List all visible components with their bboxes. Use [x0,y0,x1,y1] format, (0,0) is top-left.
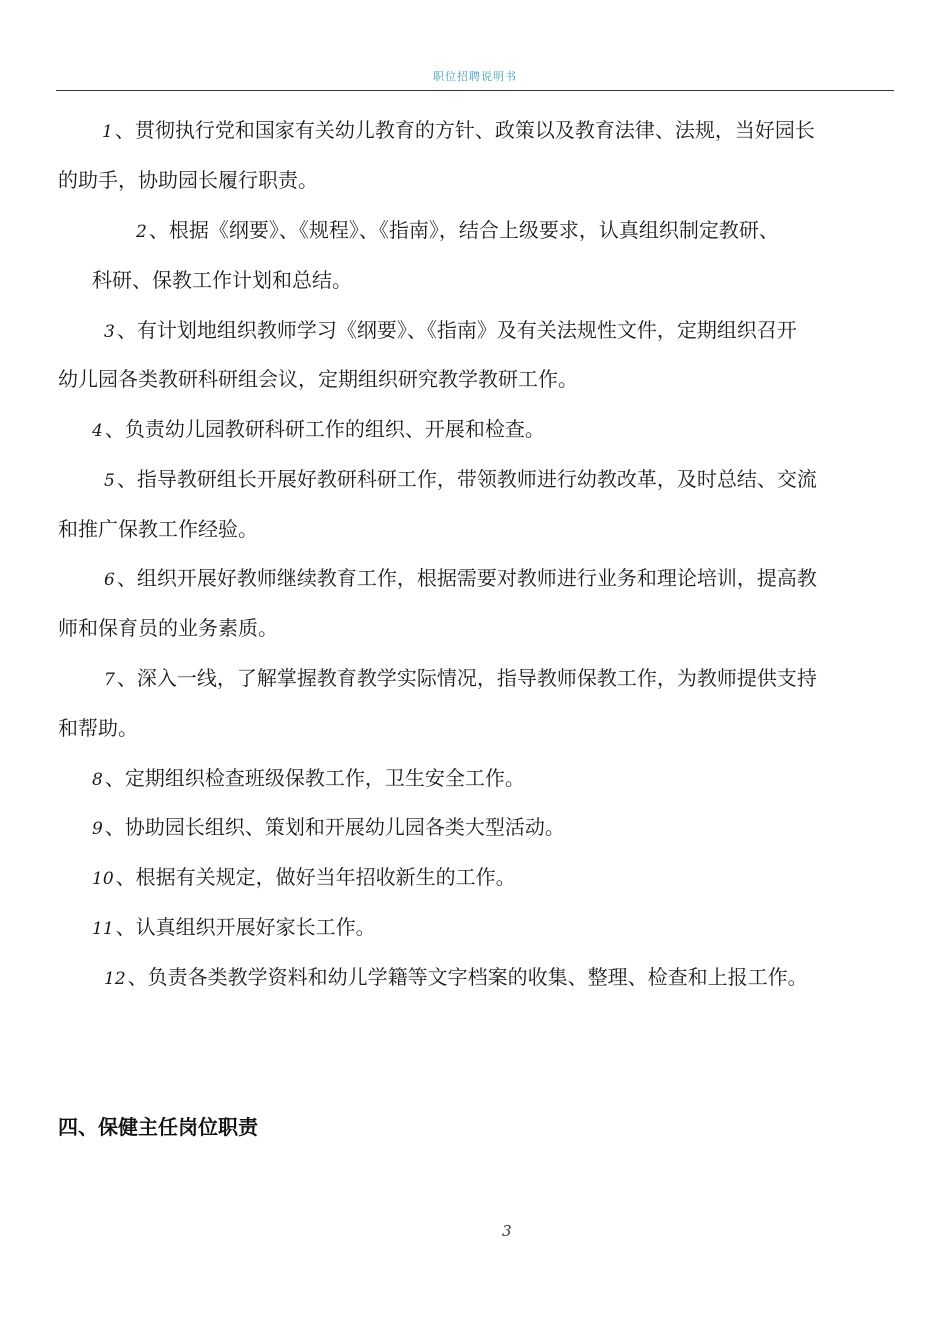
list-item-number: 8 [92,770,103,790]
list-item-text: 、负责幼儿园教研科研工作的组织、开展和检查。 [104,417,545,441]
list-item-6-line-1 [104,566,817,592]
list-item-number: 3 [104,322,115,342]
list-item-1-line-2: 的助手，协助园长履行职责。 [58,168,318,192]
list-item-8-line-1 [92,766,525,792]
list-item-12-line-1 [104,965,808,991]
list-item-number: 1 [102,122,113,142]
list-item-text: 、组织开展好教师继续教育工作，根据需要对教师进行业务和理论培训，提高教 [116,566,817,590]
list-item-text: 、认真组织开展好家长工作。 [115,915,376,939]
list-item-text: 、根据《纲要》、《规程》、《指南》，结合上级要求，认真组织制定教研、 [148,218,779,242]
list-item-3-line-2: 幼儿园各类教研科研组会议，定期组织研究教学教研工作。 [58,367,578,391]
list-item-6-line-2: 师和保育员的业务素质。 [58,616,278,640]
page-number: 3 [502,1222,512,1240]
list-item-text: 、深入一线，了解掌握教育教学实际情况，指导教师保教工作，为教师提供支持 [116,666,817,690]
list-item-number: 11 [92,919,114,939]
list-item-text: 、有计划地组织教师学习《纲要》、《指南》及有关法规性文件，定期组织召开 [116,318,797,342]
list-item-11-line-1 [92,915,376,941]
list-item-text: 、协助园长组织、策划和开展幼儿园各类大型活动。 [104,815,565,839]
list-item-number: 4 [92,421,103,441]
list-item-7-line-2: 和帮助。 [58,716,138,740]
header-divider [56,90,894,91]
section-heading: 四、保健主任岗位职责 [58,1115,258,1139]
list-item-1-line-1 [102,118,815,144]
list-item-2-line-2: 科研、保教工作计划和总结。 [92,268,352,292]
list-item-text: 、根据有关规定，做好当年招收新生的工作。 [115,865,516,889]
list-item-9-line-1 [92,815,565,841]
list-item-text: 、负责各类教学资料和幼儿学籍等文字档案的收集、整理、检查和上报工作。 [127,965,808,989]
list-item-5-line-1 [104,467,817,493]
list-item-text: 、指导教研组长开展好教研科研工作，带领教师进行幼教改革，及时总结、交流 [116,467,817,491]
list-item-number: 5 [104,471,115,491]
list-item-5-line-2: 和推广保教工作经验。 [58,517,258,541]
list-item-2-line-1 [136,218,779,244]
list-item-number: 7 [104,670,115,690]
list-item-3-line-1 [104,318,797,344]
list-item-7-line-1 [104,666,817,692]
list-item-4-line-1 [92,417,545,443]
list-item-10-line-1 [92,865,516,891]
list-item-text: 、贯彻执行党和国家有关幼儿教育的方针、政策以及教育法律、法规，当好园长 [114,118,815,142]
list-item-number: 2 [136,222,147,242]
running-header-title: 职位招聘说明书 [433,70,517,83]
list-item-number: 9 [92,819,103,839]
list-item-number: 10 [92,869,114,889]
list-item-number: 6 [104,570,115,590]
list-item-text: 、定期组织检查班级保教工作，卫生安全工作。 [104,766,525,790]
list-item-number: 12 [104,969,126,989]
